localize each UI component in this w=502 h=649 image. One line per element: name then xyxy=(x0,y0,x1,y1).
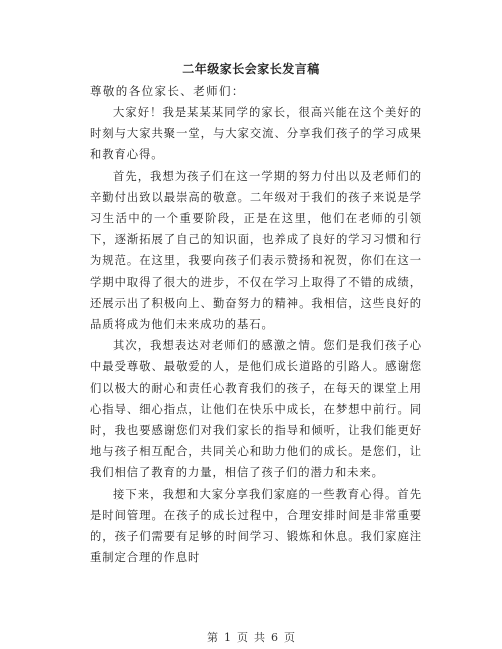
footer-suffix: 页 xyxy=(284,631,295,644)
salutation: 尊敬的各位家长、老师们： xyxy=(90,84,245,98)
current-page-number: 1 xyxy=(224,631,231,644)
total-page-count: 6 xyxy=(271,631,278,644)
footer-page-label: 页 xyxy=(237,631,248,644)
footer-prefix: 第 xyxy=(207,631,218,644)
page-footer xyxy=(0,631,502,645)
paragraph-thanks-children: 首先，我想为孩子们在这一学期的努力付出以及老师们的辛勤付出致以最崇高的敬意。二年级对于我们的孩子来说是学习生活中的一个重要阶段，正是在这里，他们在老师的引领下，逐渐拓展了自己的知识面，也养成了良好的学习习惯和行为规范。在这里，我要向孩子们表示赞扬和祝贺，你们在这一学期中取得了很大的进步，不仅在学习上取得了不错的成绩，还展示出了积极向上、勤奋努力的精神。我相信，这些良好的品质将成为他们未来成功的基石。 xyxy=(90,169,422,332)
document-body xyxy=(90,102,422,568)
paragraph-education-experience: 接下来，我想和大家分享我们家庭的一些教育心得。首先是时间管理。在孩子的成长过程中，合理安排时间是非常重要的，孩子们需要有足够的时间学习、锻炼和休息。我们家庭注重制定合理的作息时 xyxy=(90,487,422,565)
document-title: 二年级家长会家长发言稿 xyxy=(182,62,320,76)
footer-total-label: 共 xyxy=(254,631,265,644)
paragraph-thanks-teachers: 其次，我想表达对老师们的感激之情。您们是我们孩子心中最受尊敬、最敬爱的人，是他们成长道路的引路人。感谢您们以极大的耐心和责任心教育我们的孩子，在每天的课堂上用心指导、细心指点，让他们在快乐中成长，在梦想中前行。同时，我也要感谢您们对我们家长的指导和倾听，让我们能更好地与孩子相互配合，共同关心和助力他们的成长。是您们，让我们相信了教育的力量，相信了孩子们的潜力和未来。 xyxy=(90,339,422,480)
paragraph-greeting: 大家好！我是某某某同学的家长，很高兴能在这个美好的时刻与大家共聚一堂，与大家交流、分享我们孩子的学习成果和教育心得。 xyxy=(90,106,422,162)
